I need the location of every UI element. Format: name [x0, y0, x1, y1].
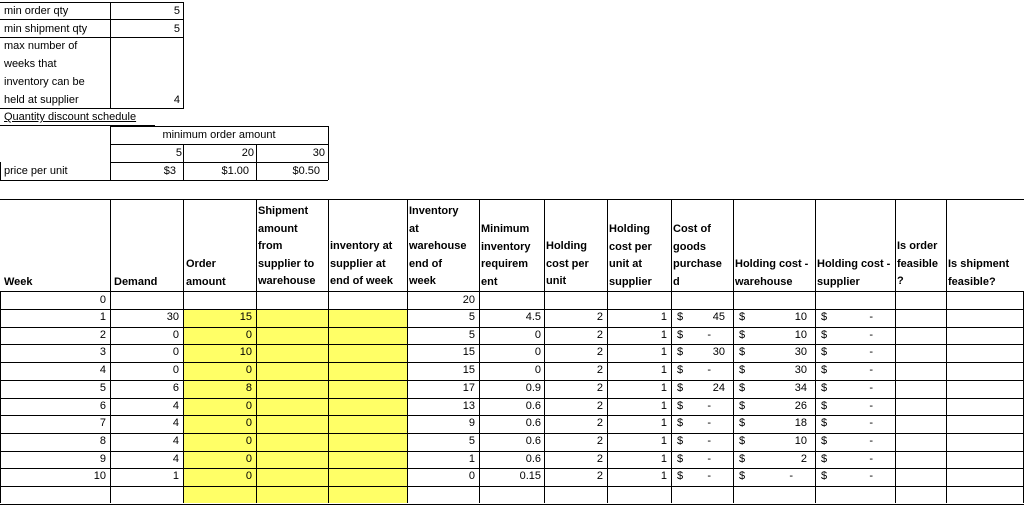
- holding-cost-supplier-cell: 1: [660, 328, 667, 341]
- hc-supplier-cell: -: [869, 470, 873, 483]
- week-cell: 6: [99, 399, 106, 412]
- min-requirement-cell: 0.15: [519, 470, 541, 483]
- discount-schedule-title: Quantity discount schedule: [4, 111, 137, 123]
- hc-supplier-cell: -: [869, 417, 873, 430]
- cost-of-goods-cell: -: [707, 417, 711, 430]
- hc-supplier-cell: -: [869, 434, 873, 447]
- header-hc-supplier: Holding cost - supplier: [817, 258, 891, 288]
- order-feasible-cell[interactable]: [895, 435, 946, 449]
- cost-of-goods-cell: -: [707, 328, 711, 341]
- hc-supplier-cell-currency: $: [821, 346, 828, 359]
- start-inventory[interactable]: 20: [462, 294, 475, 306]
- shipment-feasible-cell[interactable]: [946, 470, 1024, 484]
- cost-of-goods-cell-currency: $: [677, 364, 684, 377]
- shipment-amount-cell[interactable]: [256, 435, 328, 449]
- shipment-amount-cell[interactable]: [256, 470, 328, 484]
- header-order-amount: Order amount: [186, 258, 226, 288]
- header-week: Week: [4, 276, 33, 288]
- holding-cost-supplier-cell: 1: [660, 470, 667, 483]
- week-0: 0: [99, 294, 106, 306]
- week-cell: 8: [99, 434, 106, 447]
- cost-of-goods-cell: -: [707, 470, 711, 483]
- hc-warehouse-cell-currency: $: [739, 328, 746, 341]
- holding-cost-cell: 2: [596, 434, 603, 447]
- shipment-amount-cell[interactable]: [256, 453, 328, 467]
- discount-amount-1[interactable]: 5: [175, 147, 182, 159]
- shipment-amount-cell[interactable]: [256, 346, 328, 360]
- hc-supplier-cell-currency: $: [821, 364, 828, 377]
- hc-warehouse-cell: 10: [794, 328, 807, 341]
- hc-supplier-cell-currency: $: [821, 381, 828, 394]
- hc-warehouse-cell-currency: $: [739, 364, 746, 377]
- order-feasible-cell[interactable]: [895, 364, 946, 378]
- shipment-amount-cell[interactable]: [256, 417, 328, 431]
- demand-cell: 4: [172, 434, 179, 447]
- inventory-supplier-cell[interactable]: [328, 382, 407, 396]
- hc-warehouse-cell-currency: $: [739, 417, 746, 430]
- week-cell: 4: [99, 364, 106, 377]
- shipment-feasible-cell[interactable]: [946, 382, 1024, 396]
- shipment-feasible-cell[interactable]: [946, 435, 1024, 449]
- demand-cell: 4: [172, 417, 179, 430]
- min-shipment-qty-value[interactable]: 5: [173, 23, 180, 35]
- order-cell[interactable]: 0: [245, 328, 252, 341]
- max-weeks-label-1: max number of: [4, 40, 78, 52]
- holding-cost-cell: 2: [596, 346, 603, 359]
- holding-cost-supplier-cell: 1: [660, 381, 667, 394]
- price-per-unit-label: price per unit: [4, 165, 68, 177]
- inventory-supplier-cell[interactable]: [328, 435, 407, 449]
- holding-cost-cell: 2: [596, 470, 603, 483]
- header-shipment-feasible: Is shipment feasible?: [948, 258, 1010, 288]
- max-weeks-value[interactable]: 4: [173, 94, 180, 106]
- cost-of-goods-cell-currency: $: [677, 434, 684, 447]
- holding-cost-cell: 2: [596, 381, 603, 394]
- hc-warehouse-cell: 18: [794, 417, 807, 430]
- hc-supplier-cell: -: [869, 346, 873, 359]
- order-feasible-cell[interactable]: [895, 346, 946, 360]
- hc-supplier-cell: -: [869, 328, 873, 341]
- holding-cost-cell: 2: [596, 417, 603, 430]
- week-cell: 1: [99, 311, 106, 323]
- demand-cell: 4: [172, 452, 179, 465]
- min-requirement-cell: 0: [534, 328, 541, 341]
- inventory-warehouse-cell: 13: [462, 399, 475, 412]
- min-requirement-cell: 0.6: [525, 399, 541, 412]
- inventory-warehouse-cell: 5: [468, 434, 475, 447]
- hc-supplier-cell: -: [869, 452, 873, 465]
- header-inventory-supplier: inventory at supplier at end of week: [330, 240, 393, 287]
- hc-supplier-cell-currency: $: [821, 452, 828, 465]
- shipment-feasible-cell[interactable]: [946, 453, 1024, 467]
- max-weeks-label-2: weeks that: [4, 58, 57, 70]
- week-cell: 5: [99, 381, 106, 394]
- cost-of-goods-cell-currency: $: [677, 311, 684, 323]
- hc-warehouse-cell: 30: [794, 364, 807, 377]
- hc-supplier-cell: -: [869, 381, 873, 394]
- hc-warehouse-cell: 2: [800, 452, 807, 465]
- inventory-warehouse-cell: 15: [462, 346, 475, 359]
- demand-cell: 4: [172, 399, 179, 412]
- hc-supplier-cell: -: [869, 311, 873, 323]
- min-requirement-cell: 0.6: [525, 434, 541, 447]
- shipment-feasible-cell[interactable]: [946, 329, 1024, 343]
- hc-supplier-cell-currency: $: [821, 417, 828, 430]
- hc-warehouse-cell: 10: [794, 311, 807, 323]
- week-cell: 3: [99, 346, 106, 359]
- discount-price-2[interactable]: $1.00: [221, 165, 249, 177]
- order-cell[interactable]: 10: [239, 346, 252, 359]
- inventory-warehouse-cell: 5: [468, 311, 475, 323]
- order-feasible-cell[interactable]: [895, 453, 946, 467]
- hc-supplier-cell-currency: $: [821, 311, 828, 323]
- hc-warehouse-cell-currency: $: [739, 346, 746, 359]
- hc-warehouse-cell: 34: [794, 381, 807, 394]
- hc-warehouse-cell-currency: $: [739, 381, 746, 394]
- min-order-qty-label: min order qty: [4, 5, 69, 17]
- inventory-warehouse-cell: 1: [468, 452, 475, 465]
- holding-cost-supplier-cell: 1: [660, 399, 667, 412]
- inventory-supplier-cell[interactable]: [328, 400, 407, 414]
- demand-cell: 0: [172, 328, 179, 341]
- cost-of-goods-cell: 30: [712, 346, 725, 359]
- cost-of-goods-cell-currency: $: [677, 417, 684, 430]
- min-requirement-cell: 0.6: [525, 417, 541, 430]
- cost-of-goods-cell-currency: $: [677, 452, 684, 465]
- cost-of-goods-cell-currency: $: [677, 328, 684, 341]
- demand-cell: 0: [172, 364, 179, 377]
- shipment-amount-cell[interactable]: [256, 329, 328, 343]
- header-min-inventory: Minimum inventory requirem ent: [481, 223, 531, 288]
- order-feasible-cell[interactable]: [895, 400, 946, 414]
- order-feasible-cell[interactable]: [895, 329, 946, 343]
- order-cell[interactable]: 8: [245, 381, 252, 394]
- inventory-supplier-cell[interactable]: [328, 311, 407, 325]
- holding-cost-supplier-cell: 1: [660, 417, 667, 430]
- order-cell[interactable]: 0: [245, 470, 252, 483]
- cost-of-goods-cell-currency: $: [677, 470, 684, 483]
- order-cell[interactable]: 15: [239, 311, 252, 323]
- week-cell: 9: [99, 452, 106, 465]
- discount-price-1[interactable]: $3: [163, 165, 176, 177]
- discount-heading: minimum order amount: [162, 129, 276, 141]
- header-inventory-warehouse: Inventory at warehouse end of week: [409, 205, 467, 287]
- week-cell: 7: [99, 417, 106, 430]
- max-weeks-label-4: held at supplier: [4, 94, 79, 106]
- min-shipment-qty-label: min shipment qty: [4, 23, 88, 35]
- demand-cell: 30: [166, 311, 179, 323]
- min-requirement-cell: 0.6: [525, 452, 541, 465]
- order-cell[interactable]: 0: [245, 399, 252, 412]
- shipment-amount-cell[interactable]: [256, 382, 328, 396]
- order-cell[interactable]: 0: [245, 434, 252, 447]
- inventory-supplier-cell[interactable]: [328, 364, 407, 378]
- min-requirement-cell: 0: [534, 364, 541, 377]
- holding-cost-cell: 2: [596, 311, 603, 323]
- header-holding-cost: Holding cost per unit: [546, 240, 589, 287]
- header-order-feasible: Is order feasible ?: [897, 240, 938, 287]
- discount-price-3[interactable]: $0.50: [292, 165, 320, 177]
- hc-supplier-cell: -: [869, 399, 873, 412]
- demand-cell: 0: [172, 346, 179, 359]
- discount-amount-2[interactable]: 20: [241, 147, 254, 159]
- order-cell[interactable]: 0: [245, 452, 252, 465]
- shipment-amount-cell[interactable]: [256, 364, 328, 378]
- cost-of-goods-cell: -: [707, 364, 711, 377]
- hc-warehouse-cell-currency: $: [739, 399, 746, 412]
- min-requirement-cell: 0.9: [525, 381, 541, 394]
- min-requirement-cell: 4.5: [525, 311, 541, 323]
- min-order-qty-value[interactable]: 5: [173, 5, 180, 17]
- holding-cost-cell: 2: [596, 328, 603, 341]
- header-holding-cost-supplier: Holding cost per unit at supplier: [609, 223, 652, 288]
- inventory-supplier-cell[interactable]: [328, 417, 407, 431]
- order-feasible-cell[interactable]: [895, 417, 946, 431]
- cost-of-goods-cell: -: [707, 434, 711, 447]
- hc-supplier-cell: -: [869, 364, 873, 377]
- cost-of-goods-cell: 45: [712, 311, 725, 323]
- hc-supplier-cell-currency: $: [821, 399, 828, 412]
- order-cell[interactable]: 0: [245, 417, 252, 430]
- cost-of-goods-cell: -: [707, 399, 711, 412]
- order-feasible-cell[interactable]: [895, 382, 946, 396]
- inventory-supplier-cell[interactable]: [328, 346, 407, 360]
- holding-cost-cell: 2: [596, 452, 603, 465]
- inventory-warehouse-cell: 15: [462, 364, 475, 377]
- hc-warehouse-cell-currency: $: [739, 470, 746, 483]
- header-shipment-amount: Shipment amount from supplier to warehouse: [258, 205, 316, 287]
- hc-supplier-cell-currency: $: [821, 470, 828, 483]
- week-cell: 2: [99, 328, 106, 341]
- order-feasible-cell[interactable]: [895, 470, 946, 484]
- holding-cost-supplier-cell: 1: [660, 364, 667, 377]
- shipment-feasible-cell[interactable]: [946, 311, 1024, 325]
- demand-cell: 1: [172, 470, 179, 483]
- cost-of-goods-cell-currency: $: [677, 381, 684, 394]
- shipment-feasible-cell[interactable]: [946, 417, 1024, 431]
- header-demand: Demand: [114, 276, 158, 288]
- shipment-feasible-cell[interactable]: [946, 346, 1024, 360]
- inventory-warehouse-cell: 17: [462, 381, 475, 394]
- shipment-feasible-cell[interactable]: [946, 364, 1024, 378]
- inventory-warehouse-cell: 9: [468, 417, 475, 430]
- holding-cost-supplier-cell: 1: [660, 452, 667, 465]
- holding-cost-cell: 2: [596, 399, 603, 412]
- hc-supplier-cell-currency: $: [821, 328, 828, 341]
- shipment-feasible-cell[interactable]: [946, 400, 1024, 414]
- discount-amount-3[interactable]: 30: [312, 147, 325, 159]
- hc-supplier-cell-currency: $: [821, 434, 828, 447]
- max-weeks-label-3: inventory can be: [4, 76, 85, 88]
- order-cell[interactable]: 0: [245, 364, 252, 377]
- holding-cost-supplier-cell: 1: [660, 434, 667, 447]
- shipment-amount-cell[interactable]: [256, 400, 328, 414]
- inventory-warehouse-cell: 0: [468, 470, 475, 483]
- hc-warehouse-cell: 10: [794, 434, 807, 447]
- week-cell: 10: [93, 470, 106, 483]
- demand-cell: 6: [172, 381, 179, 394]
- cost-of-goods-cell-currency: $: [677, 346, 684, 359]
- inventory-warehouse-cell: 5: [468, 328, 475, 341]
- min-requirement-cell: 0: [534, 346, 541, 359]
- hc-warehouse-cell-currency: $: [739, 311, 746, 323]
- hc-warehouse-cell: 26: [794, 399, 807, 412]
- cost-of-goods-cell: -: [707, 452, 711, 465]
- order-feasible-cell[interactable]: [895, 311, 946, 325]
- cost-of-goods-cell: 24: [712, 381, 725, 394]
- header-hc-warehouse: Holding cost - warehouse: [735, 258, 809, 288]
- hc-warehouse-cell: -: [789, 470, 793, 483]
- hc-warehouse-cell-currency: $: [739, 452, 746, 465]
- cost-of-goods-cell-currency: $: [677, 399, 684, 412]
- inventory-supplier-cell[interactable]: [328, 470, 407, 484]
- inventory-supplier-cell[interactable]: [328, 329, 407, 343]
- shipment-amount-cell[interactable]: [256, 311, 328, 325]
- holding-cost-cell: 2: [596, 364, 603, 377]
- hc-warehouse-cell-currency: $: [739, 434, 746, 447]
- header-cost-of-goods: Cost of goods purchase d: [673, 223, 722, 288]
- holding-cost-supplier-cell: 1: [660, 346, 667, 359]
- hc-warehouse-cell: 30: [794, 346, 807, 359]
- holding-cost-supplier-cell: 1: [660, 311, 667, 323]
- inventory-supplier-cell[interactable]: [328, 453, 407, 467]
